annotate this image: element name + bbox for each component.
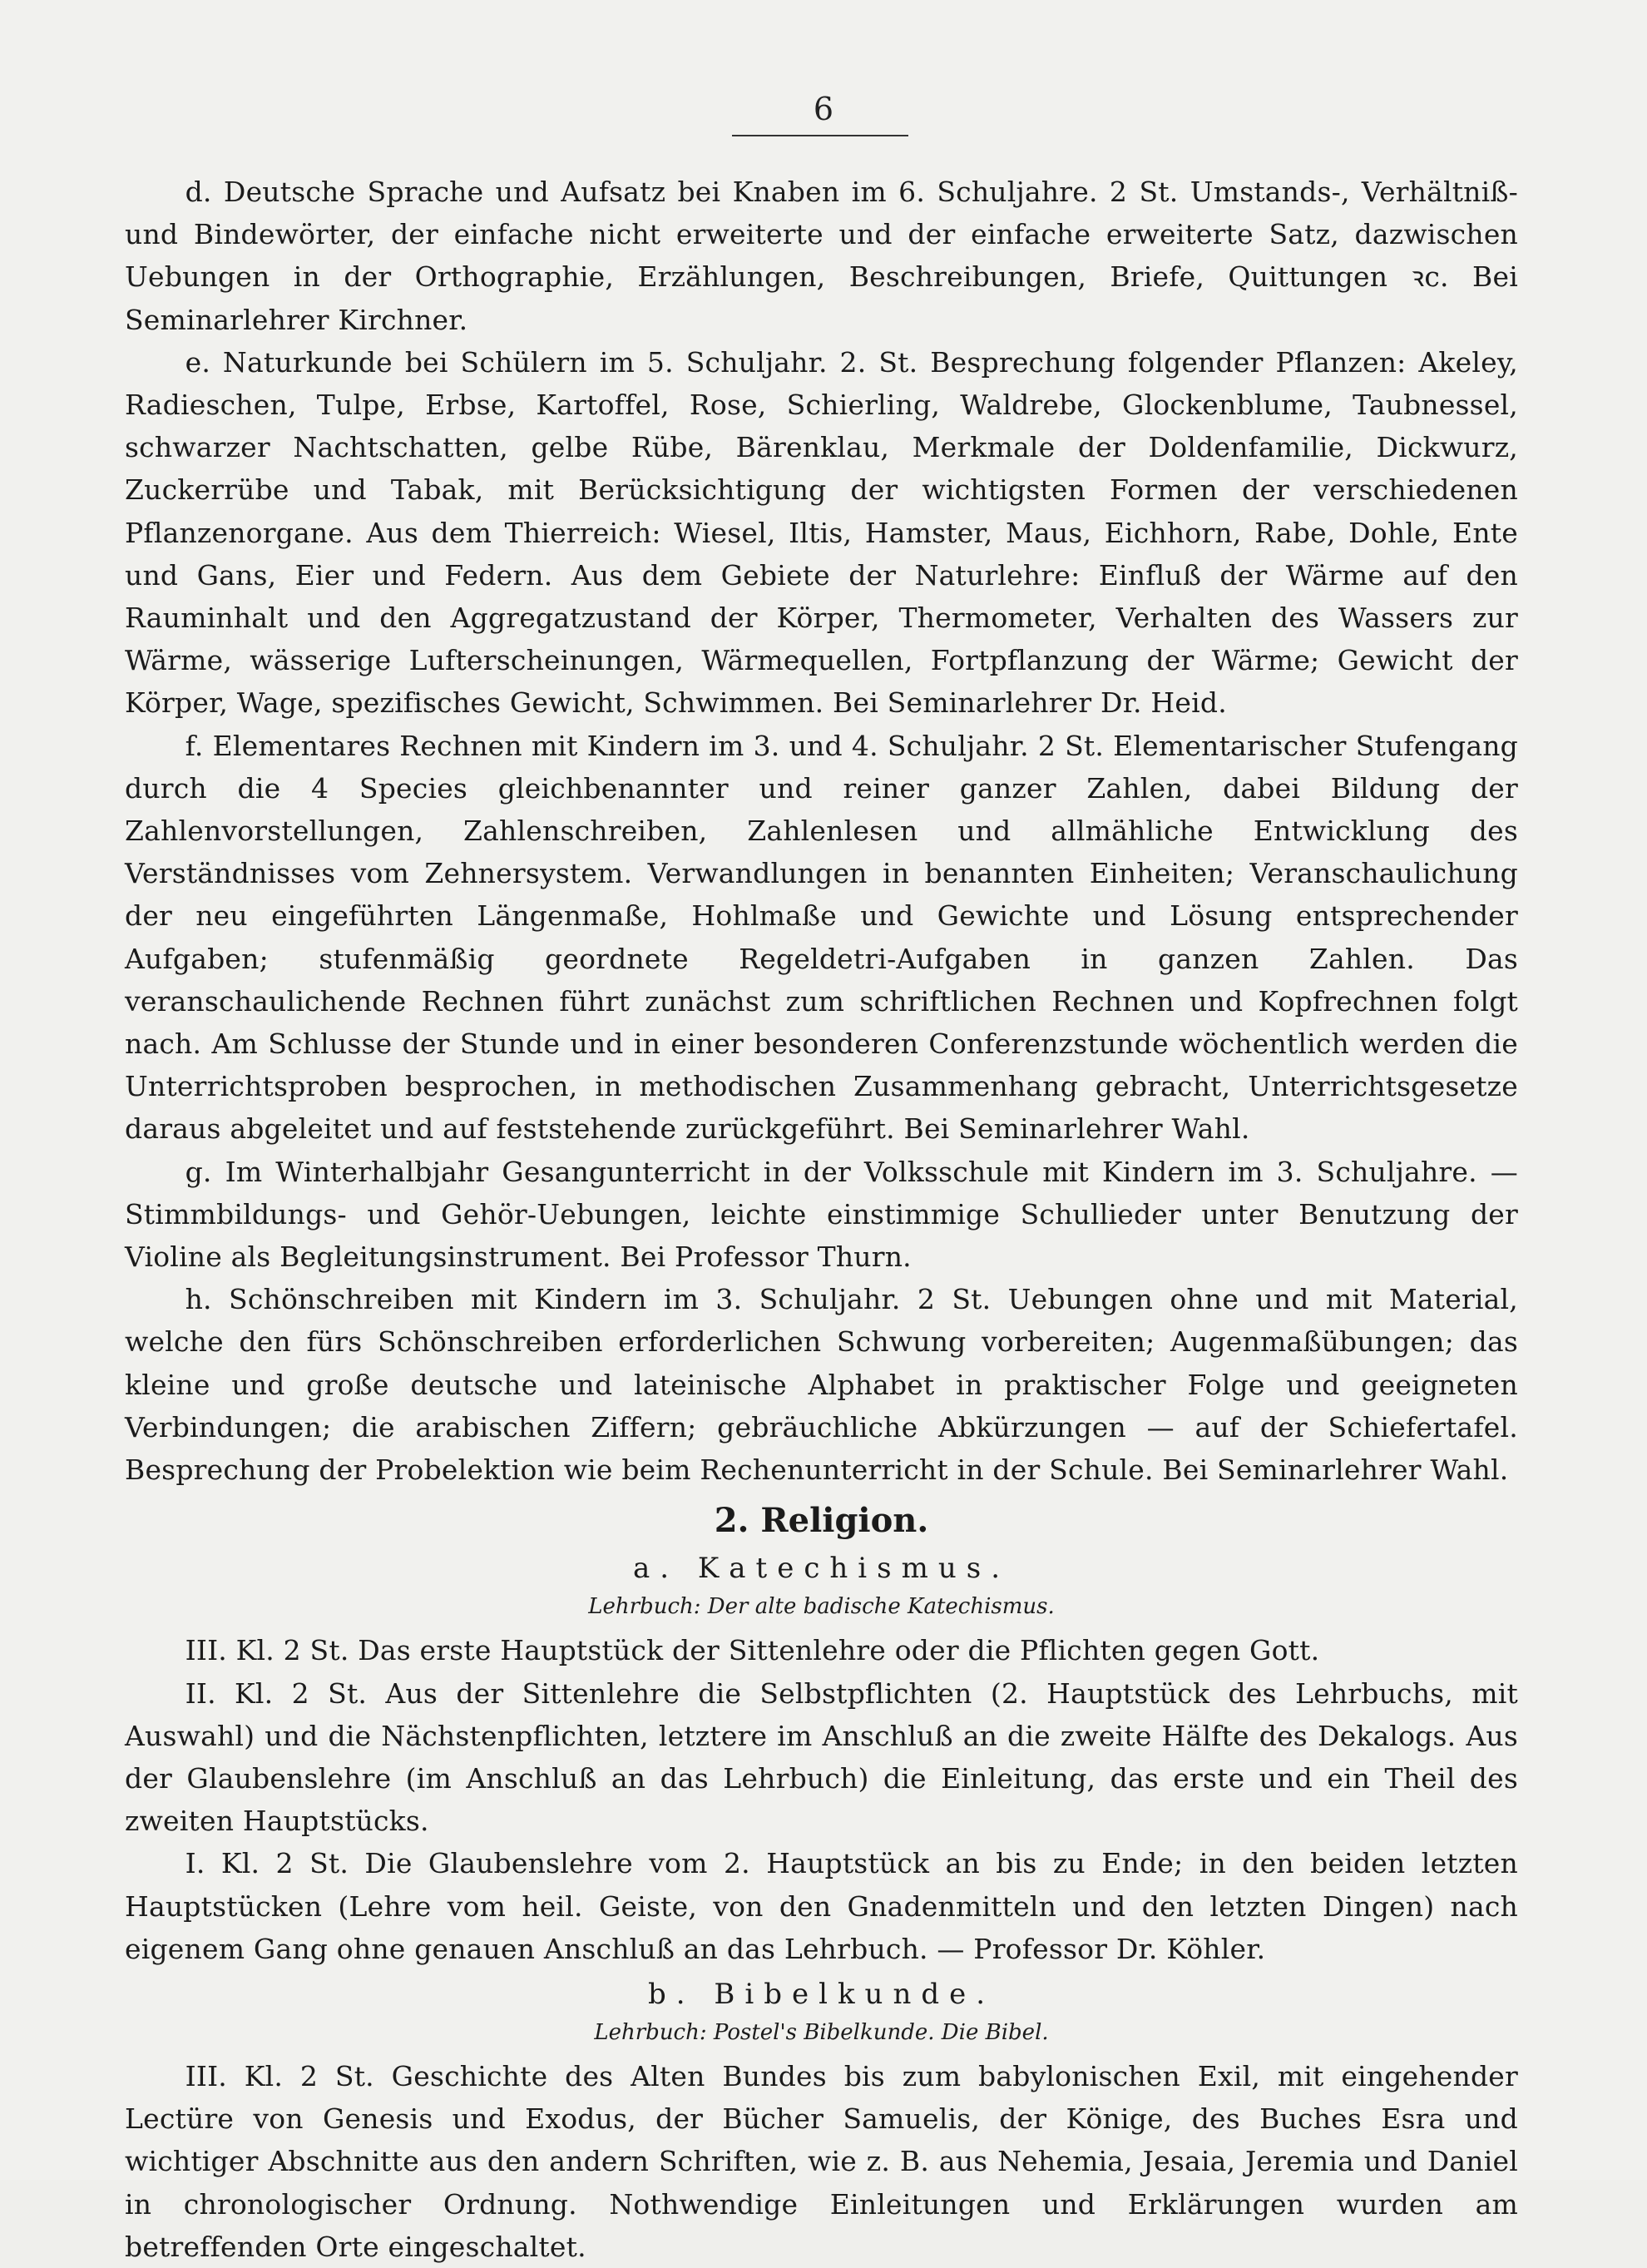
textbook-bibelkunde: Lehrbuch: Postel's Bibelkunde. Die Bibel. <box>594 2019 1049 2045</box>
paragraph-bibelkunde-klasse-iii: III. Kl. 2 St. Geschichte des Alten Bundes bis zum babylonischen Exil, mit eingehender Lectüre von Genesis und Exodus, der Bücher Samuelis, der Könige, des Buches Esra und wichtiger Abschnitte aus den andern Schriften, wie z. B. aus Nehemia, Jesaia, Jeremia und Daniel in chronologischer Ordnung. Nothwendige Einleitungen und Erklärungen wurden am betreffenden Orte eingeschaltet. <box>125 2059 1518 2263</box>
textbook-katechismus: Lehrbuch: Der alte badische Katechismus. <box>588 1594 1055 1620</box>
subheading-katechismus: a. Katechismus. <box>633 1552 1010 1586</box>
paragraph-rechnen: f. Elementares Rechnen mit Kindern im 3. und 4. Schuljahr. 2 St. Elementarischer Stufengang durch die 4 Species gleichbenannter und reiner ganzer Zahlen, dabei Bildung der Zahlenvorstellungen, Zahlenschreiben, Zahlenlesen und allmähliche Entwicklung des Verständnisses vom Zehnersystem. Verwandlungen in benannten Einheiten; Veranschaulichung der neu eingeführten Längenmaße, Hohlmaße und Gewichte und Lösung entsprechender Aufgaben; stufenmäßig geordnete Regeldetri-Aufgaben in ganzen Zahlen. Das veranschaulichende Rechnen führt zunächst zum schriftlichen Rechnen und Kopfrechnen folgt nach. Am Schlusse der Stunde und in einer besonderen Conferenzstunde wöchentlich werden die Unterrichtsproben besprochen, in methodischen Zusammenhang gebracht, Unterrichtsgesetze daraus abgeleitet und auf feststehende zurückgeführt. Bei Seminarlehrer Wahl. <box>125 729 1518 1146</box>
paragraph-gesang: g. Im Winterhalbjahr Gesangunterricht in der Volksschule mit Kindern im 3. Schuljahre. — Stimmbildungs- und Gehör-Uebungen, leichte einstimmige Schullieder unter Benutzung der Violine als Begleitungsinstrument. Bei Professor Thurn. <box>125 1155 1518 1274</box>
paragraph-deutsche-sprache: d. Deutsche Sprache und Aufsatz bei Knaben im 6. Schuljahre. 2 St. Umstands-, Verhältniß- und Bindewörter, der einfache nicht erweiterte und der einfache erweiterte Satz, dazwischen Uebungen in der Orthographie, Erzählungen, Beschreibungen, Briefe, Quittungen ꝛc. Bei Seminarlehrer Kirchner. <box>125 176 1518 336</box>
body-text <box>125 171 1518 2268</box>
section-heading-religion: 2. Religion. <box>714 1501 929 1541</box>
paragraph-klasse-iii: III. Kl. 2 St. Das erste Hauptstück der Sittenlehre oder die Pflichten gegen Gott. <box>185 1634 1320 1667</box>
paragraph-klasse-ii: II. Kl. 2 St. Aus der Sittenlehre die Selbstpflichten (2. Hauptstück des Lehrbuchs, mit Auswahl) und die Nächstenpflichten, letztere im Anschluß an die zweite Hälfte des Dekalogs. Aus der Glaubenslehre (im Anschluß an das Lehrbuch) die Einleitung, das erste und ein Theil des zweiten Hauptstücks. <box>125 1676 1518 1838</box>
paragraph-naturkunde: e. Naturkunde bei Schülern im 5. Schuljahr. 2. St. Besprechung folgender Pflanzen: Akeley, Radieschen, Tulpe, Erbse, Kartoffel, Rose, Schierling, Waldrebe, Glockenblume, Taubnessel, schwarzer Nachtschatten, gelbe Rübe, Bärenklau, Merkmale der Doldenfamilie, Dickwurz, Zuckerrübe und Tabak, mit Berücksichtigung der wichtigsten Formen der verschiedenen Pflanzenorgane. Aus dem Thierreich: Wiesel, Iltis, Hamster, Maus, Eichhorn, Rabe, Dohle, Ente und Gans, Eier und Federn. Aus dem Gebiete der Naturlehre: Einfluß der Wärme auf den Rauminhalt und den Aggregatzustand der Körper, Thermometer, Verhalten des Wassers zur Wärme, wässerige Lufterscheinungen, Wärmequellen, Fortpflanzung der Wärme; Gewicht der Körper, Wage, spezifisches Gewicht, Schwimmen. Bei Seminarlehrer Dr. Heid. <box>125 345 1518 720</box>
paragraph-klasse-i: I. Kl. 2 St. Die Glaubenslehre vom 2. Hauptstück an bis zu Ende; in den beiden letzten Hauptstücken (Lehre vom heil. Geiste, von den Gnadenmitteln und den letzten Dingen) nach eigenem Gang ohne genauen Anschluß an das Lehrbuch. — Professor Dr. Köhler. <box>125 1847 1518 1965</box>
paragraph-schoenschreiben: h. Schönschreiben mit Kindern im 3. Schuljahr. 2 St. Uebungen ohne und mit Material, welche den fürs Schönschreiben erforderlichen Schwung vorbereiten; Augenmaßübungen; das kleine und große deutsche und lateinische Alphabet in praktischer Folge und geeigneten Verbindungen; die arabischen Ziffern; gebräuchliche Abkürzungen — auf der Schiefertafel. Besprechung der Probelektion wie beim Rechenunterricht in der Schule. Bei Seminarlehrer Wahl. <box>125 1283 1518 1487</box>
header-rule <box>732 135 908 136</box>
subheading-bibelkunde: b. Bibelkunde. <box>647 1977 996 2011</box>
page-number: 6 <box>813 91 834 127</box>
